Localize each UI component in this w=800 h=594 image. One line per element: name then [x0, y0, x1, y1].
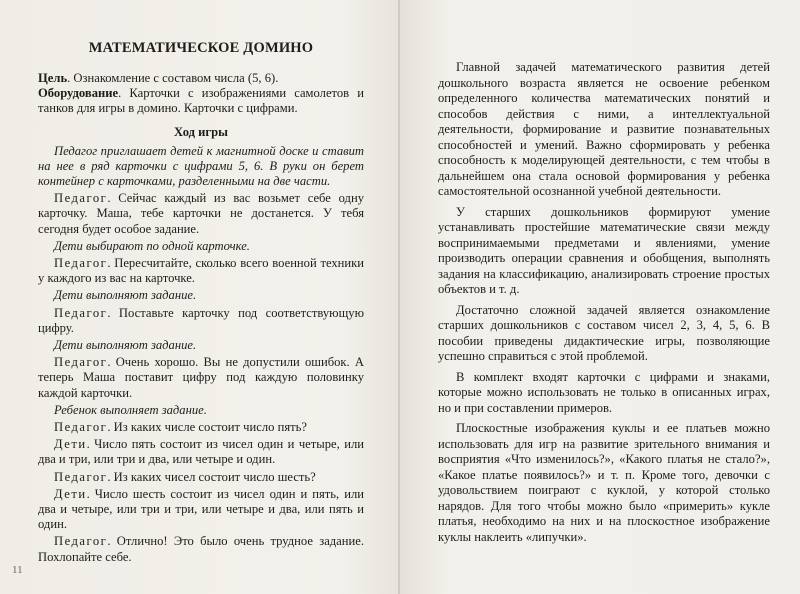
speaker-name: Педагог — [54, 256, 108, 271]
equipment-text: . Карточки с изображениями самолетов и танков для игры в домино. Карточки с цифрами. — [38, 86, 364, 116]
speaker-name: Педагог — [54, 355, 108, 370]
stage-direction: Ребенок выполняет задание. — [54, 402, 207, 417]
dialogue-text: . Очень хорошо. Вы не допустили ошибок. А теперь Маша поставит цифру под каждую половинку каждой карточки. — [38, 355, 364, 400]
speaker-name: Педагог — [54, 534, 108, 549]
preface-body — [438, 60, 770, 545]
dialogue-line — [38, 306, 364, 336]
dialogue-line — [38, 487, 364, 533]
dialogue-text: . Число пять состоит из чисел один и четыре, или два и три, или три и два, или четыре и один. — [38, 437, 364, 467]
dialogue-text: . Число шесть состоит из чисел один и пять, или два и четыре, или три и три, или четыре и два, или пять и один. — [38, 486, 364, 532]
dialogue-line — [38, 534, 364, 564]
page-number-left: 11 — [12, 564, 23, 576]
goal-text: . Ознакомление с составом числа (5, 6). — [67, 71, 279, 85]
speaker-name: Педагог — [54, 305, 108, 320]
dialogue-line — [38, 191, 364, 237]
speaker-name: Педагог — [54, 191, 108, 206]
stage-direction: Дети выбирают по одной карточке. — [54, 238, 250, 253]
dialogue-text: . Пересчитайте, сколько всего военной техники у каждого из вас на карточке. — [38, 256, 364, 286]
dialogue-line — [38, 470, 364, 485]
dialogue-text: . Отлично! Это было очень трудное задание. Похлопайте себе. — [38, 534, 364, 564]
preface-paragraph: Достаточно сложной задачей является ознакомление старших дошкольников с составом чисел 2, 3, 4, 5, 6. В пособии приведены дидактические игры, позволяющие успешно справиться с этой проблемой. — [438, 302, 770, 363]
dialogue-text: . Сейчас каждый из вас возьмет себе одну карточку. Маша, тебе карточки не достанется. У тебя сегодня будет особое задание. — [38, 191, 364, 236]
stage-direction: Дети выполняют задание. — [54, 288, 197, 303]
dialogue-text: . Из каких чисел состоит число шесть? — [107, 469, 316, 484]
speaker-name: Педагог — [54, 420, 108, 435]
preface-paragraph: У старших дошкольников формируют умение устанавливать простейшие математические связи между воспринимаемыми предметами и явлениями, умение производить операции сравнения и обобщения, выполнять задания на классификацию, анализировать строение простых объектов и т. д. — [438, 204, 770, 296]
dialogue-line — [38, 437, 364, 467]
dialogue-text: . Поставьте карточку под соответствующую цифру. — [38, 305, 364, 335]
preface-paragraph: Плоскостные изображения куклы и ее платьев можно использовать для игр на развитие зрительного внимания и восприятия «Что изменилось?», «Какого платья не стало?», «Какое платье появилось?» и т. п. Кроме того, девочки с удовольствием поиграют с куклой, у которой столько нарядов. Для того чтобы можно было «примерить» кукле платья, необходимо на них и на плоскостное изображение куклы наклеить «липучки». — [438, 421, 770, 544]
goal-label: Цель — [38, 71, 68, 85]
equipment-line — [38, 86, 364, 116]
speaker-name: Педагог — [54, 469, 108, 484]
page-title: МАТЕМАТИЧЕСКОЕ ДОМИНО — [88, 40, 314, 56]
dialogue-body — [38, 144, 364, 565]
speaker-name: Дети — [54, 486, 87, 501]
dialogue-text: . Из каких числе состоит число пять? — [107, 420, 307, 435]
equipment-label: Оборудование — [38, 86, 119, 101]
section-subtitle: Ход игры — [174, 124, 228, 139]
dialogue-line — [38, 355, 364, 401]
dialogue-line — [38, 256, 364, 286]
speaker-name: Дети — [54, 437, 87, 452]
stage-direction: Дети выполняют задание. — [54, 338, 197, 353]
right-page — [400, 0, 800, 594]
preface-paragraph: В комплект входят карточки с цифрами и знаками, которые можно использовать не только в описанных играх, но и при составлении примеров. — [438, 369, 770, 415]
stage-direction: Педагог приглашает детей к магнитной доске и ставит на нее в ряд карточки с цифрами 5, 6. В руки он берет контейнер с карточками, разделенными на две части. — [38, 143, 364, 189]
goal-line — [38, 71, 364, 86]
dialogue-line — [38, 420, 364, 435]
preface-paragraph: Главной задачей математического развития детей дошкольного возраста является не освоение ребенком определенного количества математических понятий и способов действия с ними, а интеллектуальной деятельности, формирование и развитие познавательных способностей и умений. Важно сформировать у ребенка способность к моделирующей деятельности, с тем чтобы в дальнейшем она стала основой формирования у ребенка самостоятельной осознанной учебной деятельности. — [438, 60, 770, 198]
